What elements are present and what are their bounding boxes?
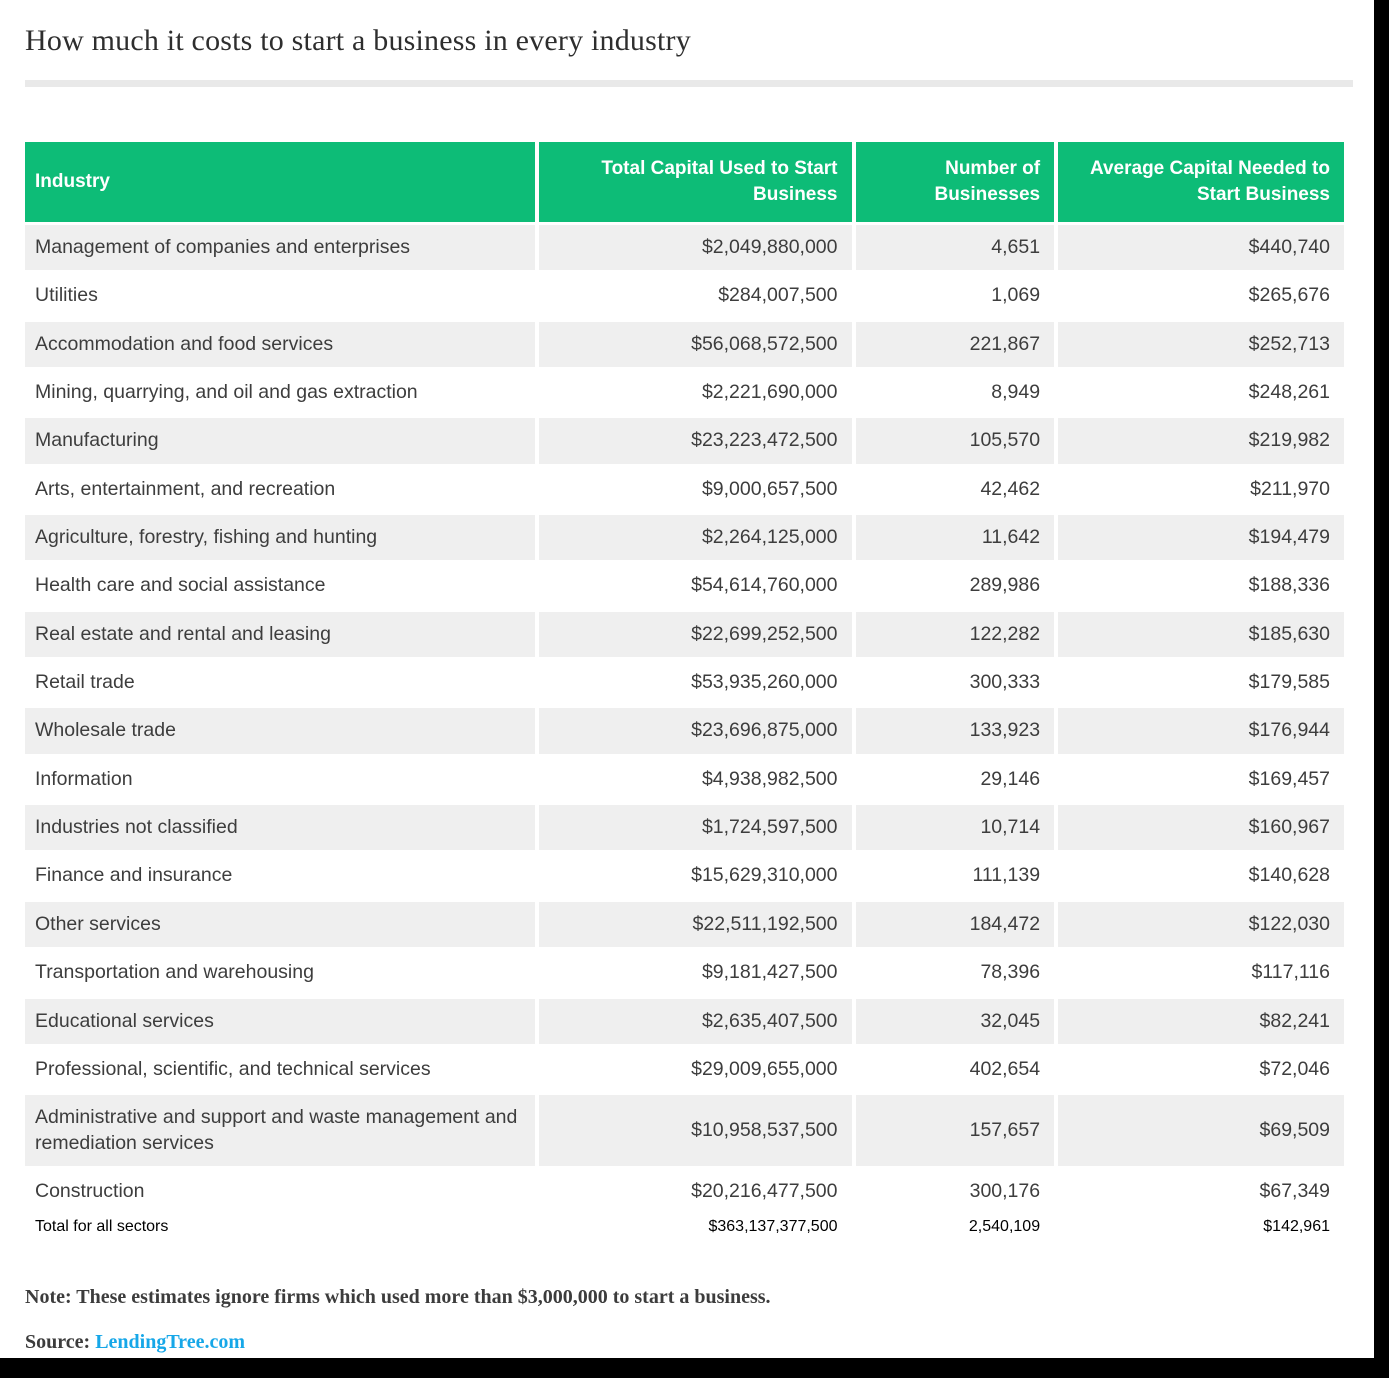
total-capital-cell: $56,068,572,500 — [539, 322, 852, 367]
title-divider — [25, 80, 1353, 87]
total-capital-cell: $54,614,760,000 — [539, 563, 852, 608]
table-row — [25, 563, 1344, 608]
industry-cell: Retail trade — [25, 660, 535, 705]
table-row — [25, 660, 1344, 705]
avg-capital-cell: $248,261 — [1058, 370, 1344, 415]
business-count-cell: 184,472 — [856, 902, 1055, 947]
industry-cell: Industries not classified — [25, 805, 535, 850]
total-capital-cell: $10,958,537,500 — [539, 1095, 852, 1166]
source-label: Source: — [25, 1331, 96, 1354]
column-header-num-businesses: Number of Businesses — [856, 142, 1055, 222]
avg-capital-cell: $67,349 — [1058, 1169, 1344, 1214]
business-count-cell: 11,642 — [856, 515, 1055, 560]
avg-capital-cell: $440,740 — [1058, 225, 1344, 270]
industry-cell: Real estate and rental and leasing — [25, 612, 535, 657]
table-row — [25, 322, 1344, 367]
table-row — [25, 757, 1344, 802]
table-row — [25, 1047, 1344, 1092]
avg-capital-cell: $72,046 — [1058, 1047, 1344, 1092]
avg-capital-cell: $82,241 — [1058, 999, 1344, 1044]
total-avg-capital-cell: $142,961 — [1263, 1218, 1330, 1236]
source-line — [25, 1331, 1353, 1354]
avg-capital-cell: $211,970 — [1058, 467, 1344, 512]
business-count-cell: 300,333 — [856, 660, 1055, 705]
industry-cell: Information — [25, 757, 535, 802]
business-count-cell: 289,986 — [856, 563, 1055, 608]
avg-capital-cell: $179,585 — [1058, 660, 1344, 705]
total-capital-cell: $1,724,597,500 — [539, 805, 852, 850]
total-capital-cell: $53,935,260,000 — [539, 660, 852, 705]
total-businesses-cell: 2,540,109 — [968, 1218, 1041, 1236]
total-capital-cell: $363,137,377,500 — [708, 1218, 838, 1236]
total-capital-cell: $2,049,880,000 — [539, 225, 852, 270]
total-capital-cell: $9,181,427,500 — [539, 950, 852, 995]
table-row — [25, 805, 1344, 850]
business-count-cell: 300,176 — [856, 1169, 1055, 1214]
table-row — [25, 853, 1344, 898]
avg-capital-cell: $252,713 — [1058, 322, 1344, 367]
table-row — [25, 902, 1344, 947]
business-count-cell: 111,139 — [856, 853, 1055, 898]
column-header-total-capital: Total Capital Used to Start Business — [539, 142, 852, 222]
table-row — [25, 370, 1344, 415]
business-count-cell: 133,923 — [856, 708, 1055, 753]
note-text: Note: These estimates ignore firms which used more than $3,000,000 to start a business. — [25, 1286, 771, 1309]
industry-cell: Arts, entertainment, and recreation — [25, 467, 535, 512]
avg-capital-cell: $194,479 — [1058, 515, 1344, 560]
header-row — [25, 142, 1344, 222]
avg-capital-cell: $176,944 — [1058, 708, 1344, 753]
table-row — [25, 273, 1344, 318]
total-capital-cell: $2,264,125,000 — [539, 515, 852, 560]
avg-capital-cell: $117,116 — [1058, 950, 1344, 995]
business-count-cell: 221,867 — [856, 322, 1055, 367]
avg-capital-cell: $169,457 — [1058, 757, 1344, 802]
content-area — [25, 0, 1353, 1354]
business-count-cell: 122,282 — [856, 612, 1055, 657]
business-count-cell: 402,654 — [856, 1047, 1055, 1092]
industry-cell: Utilities — [25, 273, 535, 318]
table-header — [25, 142, 1344, 222]
total-capital-cell: $2,221,690,000 — [539, 370, 852, 415]
business-count-cell: 78,396 — [856, 950, 1055, 995]
table-row — [25, 999, 1344, 1044]
industry-cell: Wholesale trade — [25, 708, 535, 753]
industry-cell: Transportation and warehousing — [25, 950, 535, 995]
table-row — [25, 1169, 1344, 1214]
industry-cell: Educational services — [25, 999, 535, 1044]
industry-cell: Finance and insurance — [25, 853, 535, 898]
industry-cell: Health care and social assistance — [25, 563, 535, 608]
frame-right-bar — [1374, 0, 1389, 1378]
table-row — [25, 708, 1344, 753]
avg-capital-cell: $185,630 — [1058, 612, 1344, 657]
industry-cell: Other services — [25, 902, 535, 947]
source-link[interactable]: LendingTree.com — [95, 1331, 245, 1354]
industry-cell: Administrative and support and waste management and remediation services — [25, 1095, 535, 1166]
table-row — [25, 515, 1344, 560]
business-count-cell: 42,462 — [856, 467, 1055, 512]
business-count-cell: 105,570 — [856, 418, 1055, 463]
table-row — [25, 612, 1344, 657]
avg-capital-cell: $188,336 — [1058, 563, 1344, 608]
avg-capital-cell: $219,982 — [1058, 418, 1344, 463]
avg-capital-cell: $122,030 — [1058, 902, 1344, 947]
total-capital-cell: $4,938,982,500 — [539, 757, 852, 802]
industry-cell: Construction — [25, 1169, 535, 1214]
industry-cost-table — [21, 139, 1348, 1240]
business-count-cell: 8,949 — [856, 370, 1055, 415]
industry-cell: Accommodation and food services — [25, 322, 535, 367]
table-body — [25, 225, 1344, 1214]
avg-capital-cell: $140,628 — [1058, 853, 1344, 898]
total-capital-cell: $22,511,192,500 — [539, 902, 852, 947]
avg-capital-cell: $160,967 — [1058, 805, 1344, 850]
avg-capital-cell: $265,676 — [1058, 273, 1344, 318]
business-count-cell: 10,714 — [856, 805, 1055, 850]
industry-cell: Agriculture, forestry, fishing and hunting — [25, 515, 535, 560]
total-capital-cell: $20,216,477,500 — [539, 1169, 852, 1214]
total-label-cell: Total for all sectors — [35, 1218, 169, 1236]
column-header-industry: Industry — [25, 142, 535, 222]
total-capital-cell: $9,000,657,500 — [539, 467, 852, 512]
industry-cell: Professional, scientific, and technical services — [25, 1047, 535, 1092]
industry-cell: Manufacturing — [25, 418, 535, 463]
table-row — [25, 1095, 1344, 1166]
business-count-cell: 32,045 — [856, 999, 1055, 1044]
frame-bottom-bar — [0, 1358, 1389, 1378]
total-capital-cell: $22,699,252,500 — [539, 612, 852, 657]
business-count-cell: 157,657 — [856, 1095, 1055, 1166]
page-title: How much it costs to start a business in every industry — [25, 24, 691, 57]
total-capital-cell: $29,009,655,000 — [539, 1047, 852, 1092]
total-capital-cell: $23,696,875,000 — [539, 708, 852, 753]
business-count-cell: 1,069 — [856, 273, 1055, 318]
business-count-cell: 29,146 — [856, 757, 1055, 802]
total-row — [25, 1217, 1344, 1237]
business-count-cell: 4,651 — [856, 225, 1055, 270]
industry-cell: Mining, quarrying, and oil and gas extraction — [25, 370, 535, 415]
total-capital-cell: $284,007,500 — [539, 273, 852, 318]
table-row — [25, 225, 1344, 270]
industry-cell: Management of companies and enterprises — [25, 225, 535, 270]
table-row — [25, 950, 1344, 995]
total-capital-cell: $15,629,310,000 — [539, 853, 852, 898]
avg-capital-cell: $69,509 — [1058, 1095, 1344, 1166]
table-row — [25, 418, 1344, 463]
total-capital-cell: $23,223,472,500 — [539, 418, 852, 463]
column-header-avg-capital: Average Capital Needed to Start Business — [1058, 142, 1344, 222]
total-capital-cell: $2,635,407,500 — [539, 999, 852, 1044]
table-row — [25, 467, 1344, 512]
